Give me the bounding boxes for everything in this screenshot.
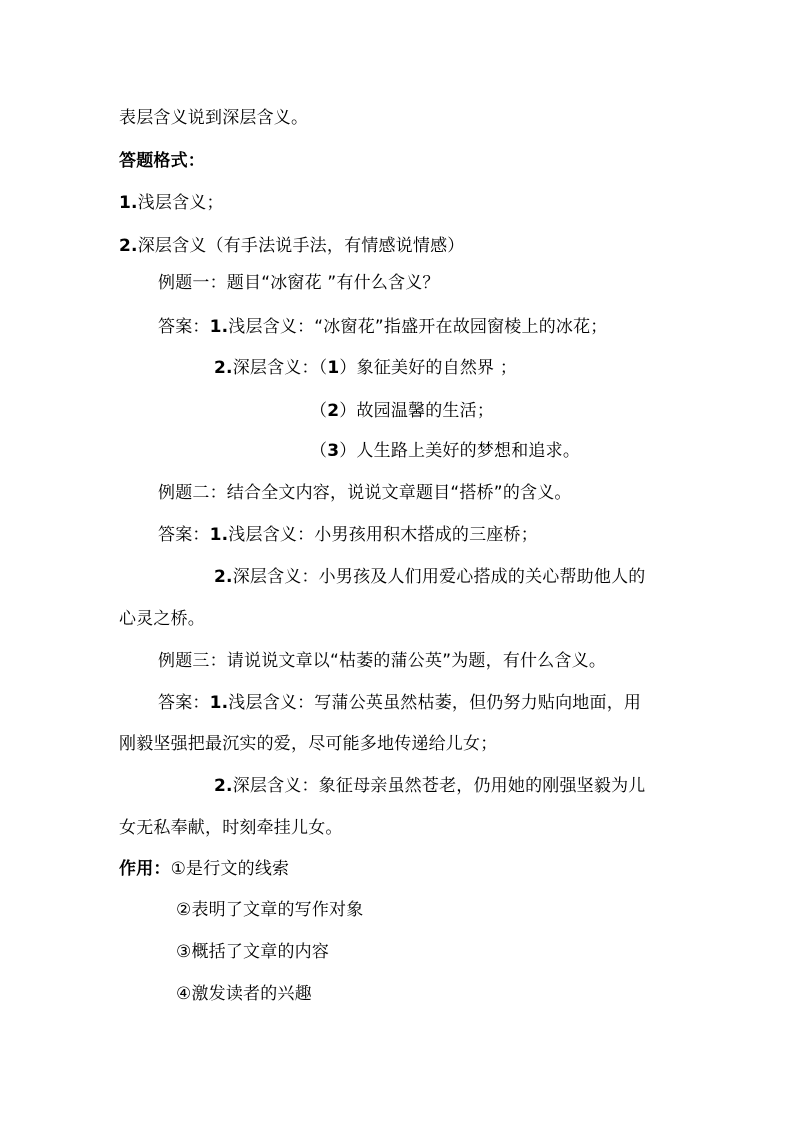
example-1-answer-1-number: 1.: [209, 317, 229, 337]
example-1-answer-1-text: 浅层含义：“冰窗花”指盛开在故园窗棱上的冰花；: [228, 317, 608, 337]
example-1-sub-3-open: （: [310, 441, 328, 461]
format-item-1-text: 浅层含义；: [137, 193, 224, 213]
example-3-answer-1-continued: 刚毅坚强把最沉实的爱，尽可能多地传递给儿女；: [119, 734, 498, 754]
example-1-answer-2: [214, 357, 517, 379]
function-line-1: [119, 858, 289, 880]
example-1-sub-1-number: 1: [327, 358, 340, 378]
example-3-answer-2-number: 2.: [214, 776, 233, 796]
format-item-2-number: 2.: [119, 236, 138, 256]
example-1-sub-1-text: ）象征美好的自然界 ；: [339, 358, 518, 378]
function-item-4: ④激发读者的兴趣: [176, 984, 312, 1004]
example-2-answer-2-number: 2.: [214, 567, 233, 587]
example-1-sub-3-text: ）人生路上美好的梦想和追求。: [339, 441, 581, 461]
example-3-answer-1-text: 浅层含义：写蒲公英虽然枯萎，但仍努力贴向地面，用: [228, 693, 642, 713]
example-2-question: 例题二：结合全文内容，说说文章题目“搭桥”的含义。: [158, 483, 572, 503]
example-1-sub-3: [310, 440, 580, 462]
function-item-2: ②表明了文章的写作对象: [176, 900, 364, 920]
function-item-3: ③概括了文章的内容: [176, 942, 330, 962]
example-2-answer-label: 答案：: [158, 525, 210, 545]
format-item-2-text: 深层含义（有手法说手法，有情感说情感）: [137, 236, 465, 256]
format-heading: 答题格式：: [119, 151, 205, 171]
example-3-answer-2: [214, 775, 646, 797]
format-item-2: [119, 235, 465, 257]
example-3-answer-2-continued: 女无私奉献，时刻牵挂儿女。: [119, 818, 343, 838]
example-1-sub-2-number: 2: [327, 401, 340, 421]
example-1-answer-1: [158, 316, 608, 338]
format-item-1: [119, 192, 224, 214]
function-label: 作用：: [119, 859, 171, 879]
example-2-answer-2: [214, 566, 646, 588]
example-2-answer-2-text: 深层含义：小男孩及人们用爱心搭成的关心帮助他人的: [232, 567, 646, 587]
format-item-1-number: 1.: [119, 193, 138, 213]
example-3-answer-1-number: 1.: [209, 693, 229, 713]
example-1-sub-2: [310, 400, 494, 422]
example-1-answer-2-text: 深层含义：（: [232, 358, 328, 378]
example-2-answer-1-text: 浅层含义：小男孩用积木搭成的三座桥；: [228, 525, 538, 545]
example-1-answer-2-number: 2.: [214, 358, 233, 378]
example-1-sub-3-number: 3: [327, 441, 340, 461]
example-2-answer-2-continued: 心灵之桥。: [119, 609, 205, 629]
example-3-question: 例题三：请说说文章以“枯萎的蒲公英”为题，有什么含义。: [158, 651, 607, 671]
intro-continuation: 表层含义说到深层含义。: [119, 108, 309, 128]
example-3-answer-2-text: 深层含义：象征母亲虽然苍老，仍用她的刚强坚毅为儿: [232, 776, 646, 796]
example-1-answer-label: 答案：: [158, 317, 210, 337]
example-1-sub-2-text: ）故园温馨的生活；: [339, 401, 495, 421]
example-1-sub-2-open: （: [310, 401, 328, 421]
example-2-answer-1-number: 1.: [209, 525, 229, 545]
example-3-answer-label: 答案：: [158, 693, 210, 713]
example-3-answer-1: [158, 692, 641, 714]
example-1-question: 例题一：题目“冰窗花 ”有什么含义？: [158, 273, 440, 293]
function-item-1: ①是行文的线索: [170, 859, 290, 879]
example-2-answer-1: [158, 524, 538, 546]
